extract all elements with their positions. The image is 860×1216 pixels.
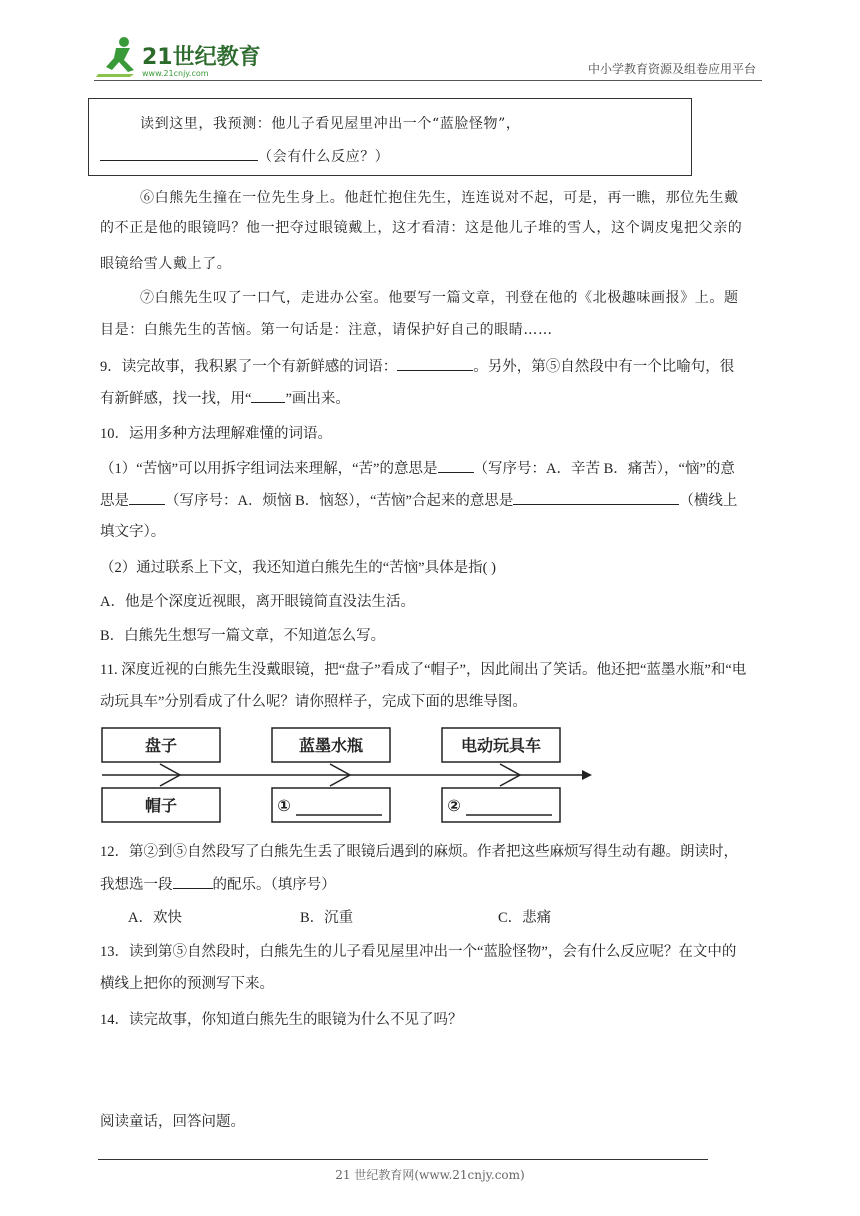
prediction-line-1: 读到这里，我预测：他儿子看见屋里冲出一个“蓝脸怪物”， <box>140 116 521 132</box>
q10-meaning-blank[interactable] <box>513 490 679 505</box>
question-10-option-b[interactable]: B．白熊先生想写一篇文章，不知道怎么写。 <box>100 628 386 644</box>
header-divider <box>94 80 762 81</box>
paragraph-6-line-1: ⑥白熊先生撞在一位先生身上。他赶忙抱住先生，连连说对不起，可是，再一瞧，那位先生戴 <box>140 190 739 206</box>
question-12-option-c[interactable]: C．悲痛 <box>498 910 552 926</box>
svg-text:21世纪教育: 21世纪教育 <box>142 45 261 70</box>
q12-blank[interactable] <box>173 874 213 889</box>
mindmap-label-toy-car: 电动玩具车 <box>460 736 542 755</box>
question-9-line-2: 有新鲜感，找一找，用“ ”画出来。 <box>100 388 350 409</box>
question-14: 14．读完故事，你知道白熊先生的眼镜为什么不见了吗？ <box>100 1012 463 1028</box>
question-10-1-line-2: 思是 （写序号：A．烦恼 B．恼怒），“苦恼”合起来的意思是 （横线上 <box>100 490 737 511</box>
paragraph-6-line-2: 的不正是他的眼镜吗？他一把夺过眼镜戴上，这才看清：这是他儿子堆的雪人，这个调皮鬼把父亲的 <box>100 220 743 236</box>
paragraph-7-line-2: 目是：白熊先生的苦恼。第一句话是：注意，请保护好自己的眼睛…… <box>100 322 553 338</box>
question-10-1-line-3: 填文字）。 <box>100 524 166 540</box>
mindmap-label-answer-2: ② <box>447 796 461 815</box>
q10-ku-blank[interactable] <box>438 458 474 473</box>
q9-word-blank[interactable] <box>397 356 473 371</box>
question-10-2: （2）通过联系上下文，我还知道白熊先生的“苦恼”具体是指( ) <box>100 560 496 576</box>
arrow-head-icon <box>582 770 592 780</box>
platform-name: 中小学教育资源及组卷应用平台 <box>587 62 756 76</box>
question-12-line-2: 我想选一段 的配乐。（填序号） <box>100 874 336 895</box>
mindmap-label-answer-1: ① <box>277 796 291 815</box>
next-section-instruction: 阅读童话，回答问题。 <box>100 1114 245 1130</box>
question-12-line-1: 12．第②到⑤自然段写了白熊先生丢了眼镜后遇到的麻烦。作者把这些麻烦写得生动有趣。朗读时， <box>100 844 738 860</box>
paragraph-6-line-3: 眼镜给雪人戴上了。 <box>100 256 232 272</box>
q9-mark-blank[interactable] <box>251 388 285 403</box>
footer-text[interactable]: 21 世纪教育网(www.21cnjy.com) <box>335 1168 525 1182</box>
mindmap-label-ink-bottle: 蓝墨水瓶 <box>298 736 364 755</box>
question-13-line-2: 横线上把你的预测写下来。 <box>100 976 274 992</box>
footer-divider <box>98 1159 708 1160</box>
question-10-option-a[interactable]: A．他是个深度近视眼，离开眼镜简直没法生活。 <box>100 594 415 610</box>
question-9-line-1: 9．读完故事，我积累了一个有新鲜感的词语： 。另外，第⑤自然段中有一个比喻句，很 <box>100 356 734 377</box>
question-10-1-line-1: （1）“苦恼”可以用拆字组词法来理解，“苦”的意思是 （写序号：A．辛苦 B．痛苦），“恼”的意 <box>100 458 735 479</box>
mindmap-label-plate: 盘子 <box>144 736 178 755</box>
question-12-option-a[interactable]: A．欢快 <box>128 910 182 926</box>
q10-nao-blank[interactable] <box>129 490 165 505</box>
paragraph-7-line-1: ⑦白熊先生叹了一口气，走进办公室。他要写一篇文章，刊登在他的《北极趣味画报》上。题 <box>140 290 739 306</box>
prediction-blank[interactable] <box>100 146 258 161</box>
mindmap-label-hat: 帽子 <box>144 796 178 815</box>
question-13-line-1: 13．读到第⑤自然段时，白熊先生的儿子看见屋里冲出一个“蓝脸怪物”，会有什么反应呢？在文中的 <box>100 944 737 960</box>
question-10-title: 10．运用多种方法理解难懂的词语。 <box>100 426 332 442</box>
mind-map <box>100 724 600 826</box>
prediction-line-2: （会有什么反应？） <box>100 146 389 167</box>
site-logo <box>94 34 264 78</box>
question-11-line-1: 11. 深度近视的白熊先生没戴眼镜，把“盘子”看成了“帽子”，因此闹出了笑话。他还把“蓝墨水瓶”和“电 <box>100 662 747 678</box>
question-11-line-2: 动玩具车”分别看成了什么呢？请你照样子，完成下面的思维导图。 <box>100 694 527 710</box>
question-12-option-b[interactable]: B．沉重 <box>300 910 354 926</box>
svg-text:www.21cnjy.com: www.21cnjy.com <box>142 69 209 78</box>
